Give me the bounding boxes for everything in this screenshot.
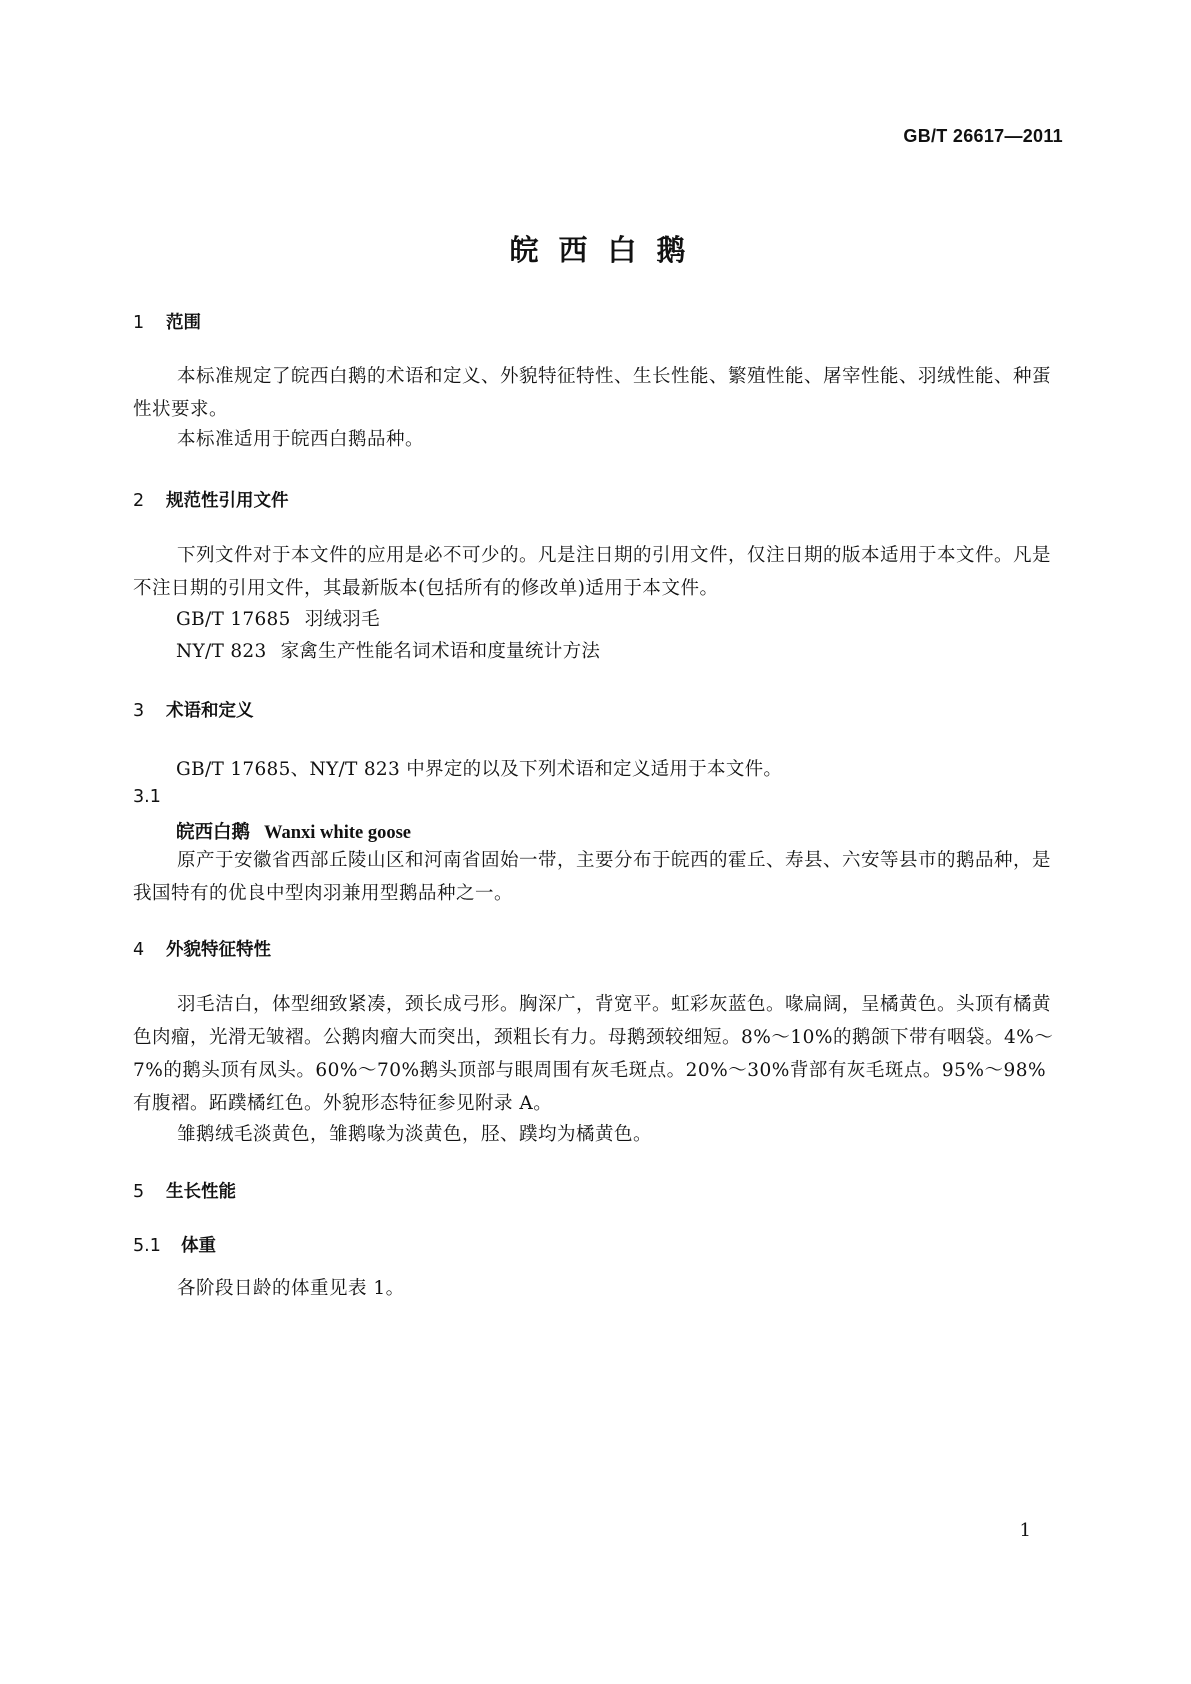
section-title: 生长性能 [166,1182,236,1202]
section-1-paragraph-1: 本标准规定了皖西白鹅的术语和定义、外貌特征特性、生长性能、繁殖性能、屠宰性能、羽绒性能、种蛋性状要求。 [133,366,1052,420]
section-1-heading [133,309,201,334]
subsection-number: 5.1 [133,1236,161,1256]
term-chinese: 皖西白鹅 [176,822,251,843]
section-3-paragraph-1: GB/T 17685、NY/T 823 中界定的以及下列术语和定义适用于本文件。 [176,759,783,780]
reference-item [176,637,600,663]
section-4-paragraph-1: 羽毛洁白，体型细致紧凑，颈长成弓形。胸深广，背宽平。虹彩灰蓝色。喙扁阔，呈橘黄色。头顶有橘黄色肉瘤，光滑无皱褶。公鹅肉瘤大而突出，颈粗长有力。母鹅颈较细短。8%～10%的鹅颌下带有咽袋。4%～7%的鹅头顶有凤头。60%～70%鹅头顶部与眼周围有灰毛斑点。20%～30%背部有灰毛斑点。95%～98%有腹褶。跖蹼橘红色。外貌形态特征参见附录 A。 [133,994,1054,1114]
section-title: 范围 [166,313,201,333]
section-number: 3 [133,701,145,721]
reference-title: 羽绒羽毛 [304,609,380,630]
reference-code: NY/T 823 [176,641,267,662]
section-2-paragraph-1: 下列文件对于本文件的应用是必不可少的。凡是注日期的引用文件，仅注日期的版本适用于本文件。凡是不注日期的引用文件，其最新版本(包括所有的修改单)适用于本文件。 [133,545,1052,599]
reference-code: GB/T 17685 [176,609,291,630]
section-4-heading [133,936,271,961]
page-number: 1 [1019,1520,1031,1541]
section-5-heading [133,1178,236,1203]
section-2-heading [133,487,289,512]
document-title: 皖西白鹅 [509,233,706,267]
term-entry [176,818,411,844]
section-4-paragraph-2: 雏鹅绒毛淡黄色，雏鹅喙为淡黄色，胫、蹼均为橘黄色。 [177,1124,653,1145]
subsection-title: 体重 [181,1236,216,1256]
standard-number: GB/T 26617—2011 [903,126,1063,146]
section-title: 外貌特征特性 [166,940,271,960]
subsection-5-1-heading [133,1232,216,1257]
term-english: Wanxi white goose [264,823,411,843]
section-number: 4 [133,940,145,960]
section-1-paragraph-2: 本标准适用于皖西白鹅品种。 [177,429,425,450]
section-title: 术语和定义 [166,701,254,721]
section-3-heading [133,697,254,722]
reference-item [176,605,380,631]
section-number: 2 [133,491,145,511]
section-number: 1 [133,313,145,333]
section-number: 5 [133,1182,145,1202]
reference-title: 家禽生产性能名词术语和度量统计方法 [280,641,601,662]
term-definition: 原产于安徽省西部丘陵山区和河南省固始一带，主要分布于皖西的霍丘、寿县、六安等县市的鹅品种，是我国特有的优良中型肉羽兼用型鹅品种之一。 [133,850,1052,904]
subsection-5-1-paragraph: 各阶段日龄的体重见表 1。 [177,1278,405,1299]
section-title: 规范性引用文件 [166,491,289,511]
term-number: 3.1 [133,787,161,807]
